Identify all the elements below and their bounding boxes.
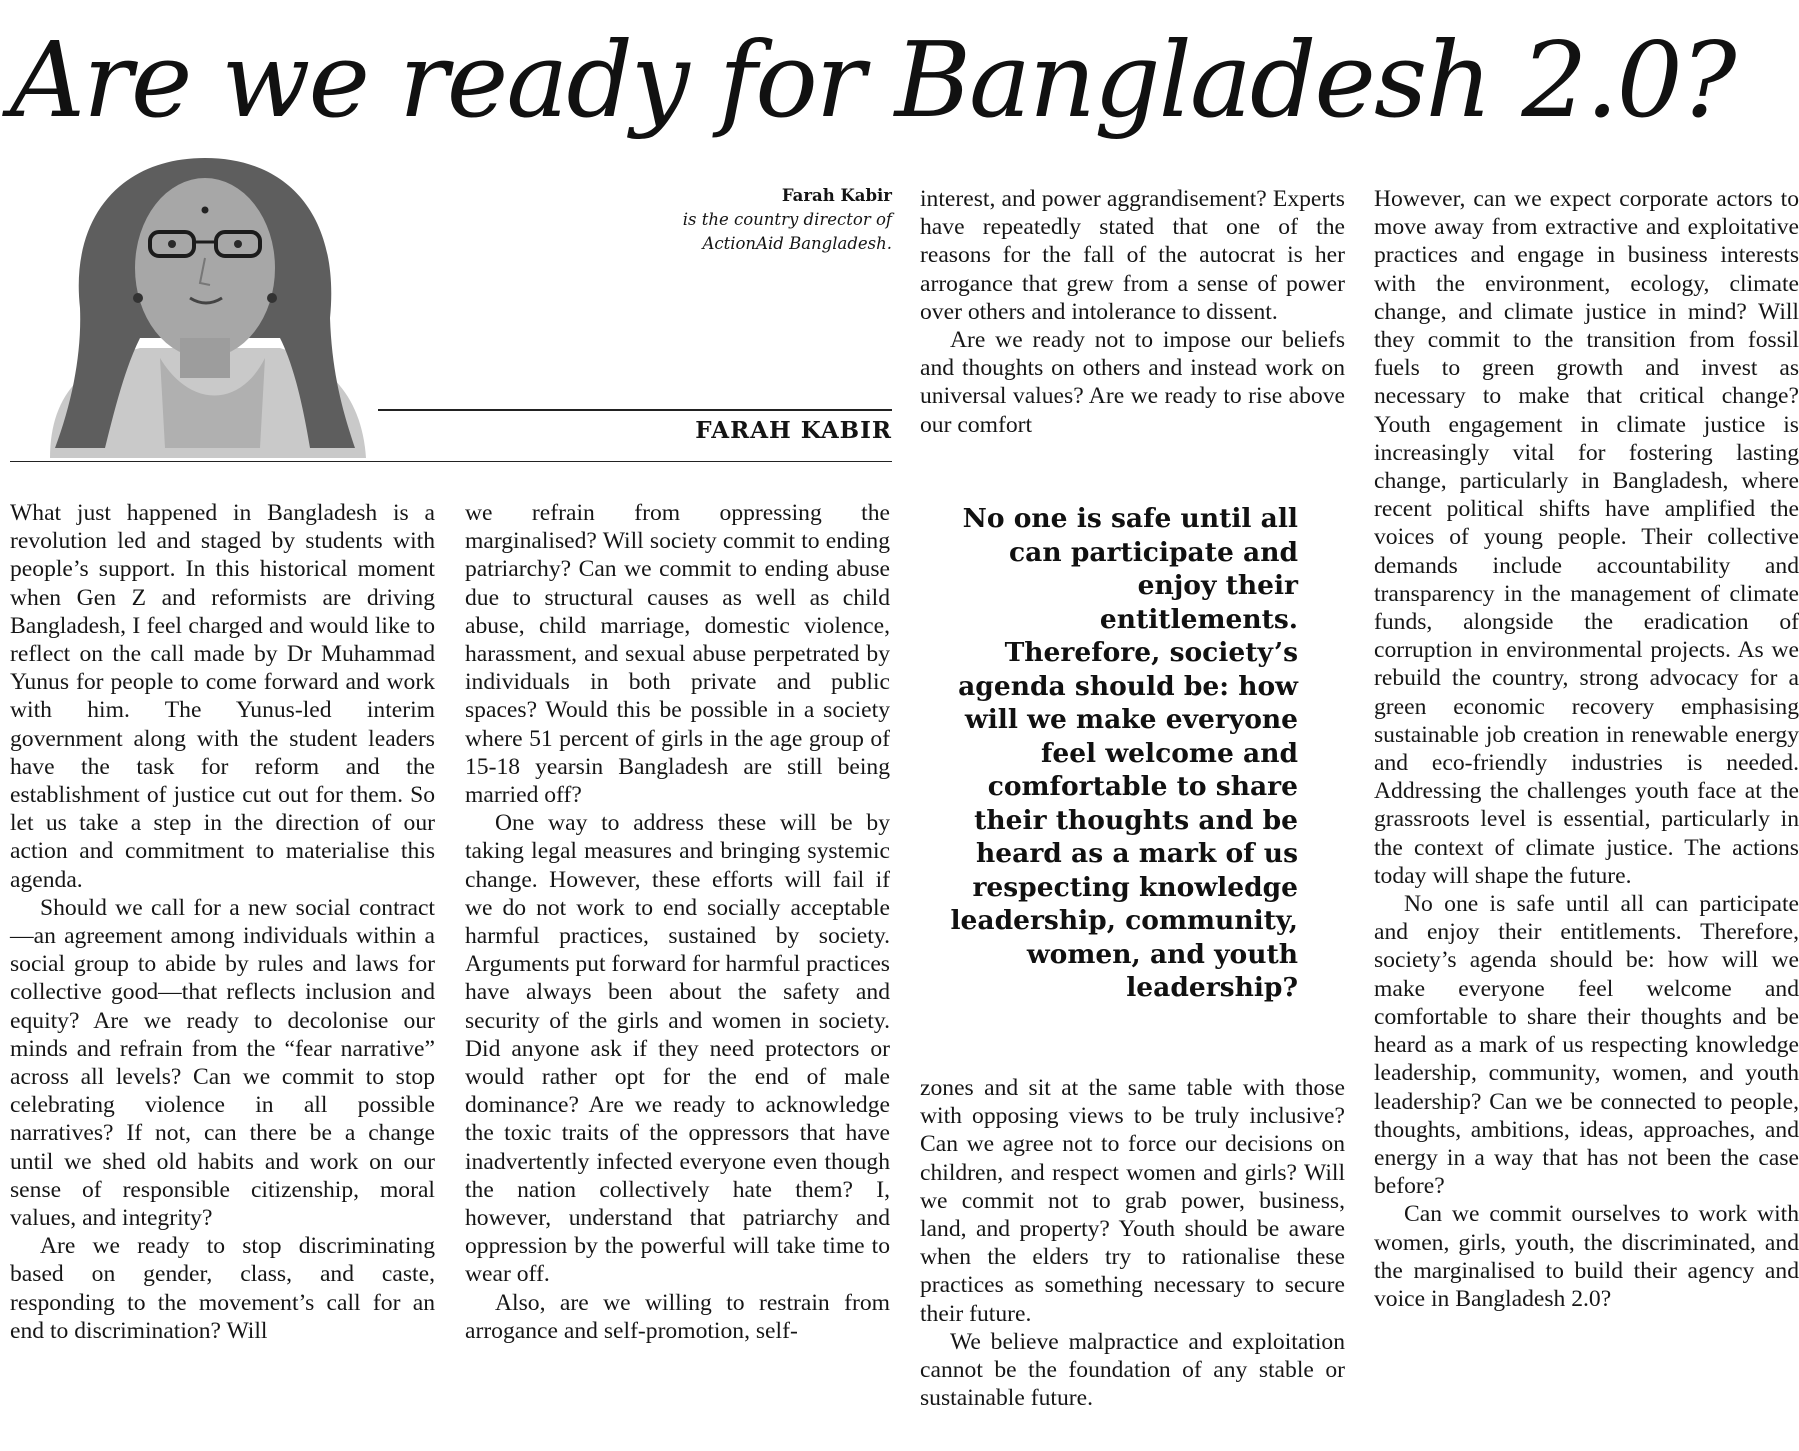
paragraph: We believe malpractice and exploitation cannot be the foundation of any stable or sustainable future. xyxy=(920,1328,1345,1412)
author-portrait-icon xyxy=(10,148,408,458)
article-column-4 xyxy=(1374,185,1799,1313)
author-info xyxy=(620,184,892,256)
article-column-2 xyxy=(465,499,890,1345)
article-column-3-bottom xyxy=(920,1074,1345,1412)
paragraph: No one is safe until all can participate and enjoy their entitlements. Therefore, society’s agenda should be: how will we make everyone feel welcome and comfortable to share their thoughts and be heard as a mark of us respecting knowledge leadership, community, women, and youth leadership? Can we be connected to people, thoughts, ambitions, ideas, approaches, and energy in a way that has not been the case before? xyxy=(1374,891,1799,1200)
author-name: Farah Kabir xyxy=(781,186,892,205)
article-column-1 xyxy=(10,499,435,1345)
byline-rule-bottom xyxy=(10,461,892,462)
author-name-caps: FARAH KABIR xyxy=(695,417,892,444)
paragraph: However, can we expect corporate actors to move away from extractive and exploitative practices and engage in business interests with the environment, ecology, climate change, and climate justice in mind? Will they commit to the transition from fossil fuels to green growth and invest as necessary to make that critical change? Youth engagement in climate justice is increasingly vital for fostering lasting change, particularly in Bangladesh, where recent political shifts have amplified the voices of young people. Their collective demands include accountability and transparency in the management of climate funds, alongside the eradication of corruption in environmental projects. As we rebuild the country, strong advocacy for a green economic recovery emphasising sustainable job creation in renewable energy and eco-friendly industries is needed. Addressing the challenges youth face at the grassroots level is essential, particularly in the context of climate justice. The actions today will shape the future. xyxy=(1374,186,1799,889)
author-description-line-2: ActionAid Bangladesh. xyxy=(702,234,892,253)
author-description-line-1: is the country director of xyxy=(682,210,892,229)
paragraph: One way to address these will be by taking legal measures and bringing systemic change. However, these efforts will fail if we do not work to end socially acceptable harmful practices, sustained by society. Arguments put forward for harmful practices have always been about the safety and security of the girls and women in society. Did anyone ask if they need protectors or would rather opt for the end of male dominance? Are we ready to acknowledge the toxic traits of the oppressors that have inadvertently infected everyone even though the nation collectively hate them? I, however, understand that patriarchy and oppression by the powerful will take time to wear off. xyxy=(465,810,890,1288)
paragraph: Are we ready not to impose our beliefs and thoughts on others and instead work on universal values? Are we ready to rise above our comfort xyxy=(920,327,1345,438)
paragraph: interest, and power aggrandisement? Experts have repeatedly stated that one of the reasons for the fall of the autocrat is her arrogance that grew from a sense of power over others and intolerance to dissent. xyxy=(920,186,1345,325)
headline: Are we ready for Bangladesh 2.0? xyxy=(10,19,1735,141)
pull-quote: No one is safe until all can participate and enjoy their entitlements. Therefore, society’s agenda should be: how will we make everyone feel welcome and comfortable to share their thoughts and be heard as a mark of us respecting knowledge leadership, community, women, and youth leadership? xyxy=(950,503,1298,1003)
paragraph: Can we commit ourselves to work with women, girls, youth, the discriminated, and the marginalised to build their agency and voice in Bangladesh 2.0? xyxy=(1374,1201,1799,1312)
paragraph: What just happened in Bangladesh is a revolution led and staged by students with people’s support. In this historical moment when Gen Z and reformists are driving Bangladesh, I feel charged and would like to reflect on the call made by Dr Muhammad Yunus for people to come forward and work with him. The Yunus-led interim government along with the student leaders have the task for reform and the establishment of justice cut out for them. So let us take a step in the direction of our action and commitment to materialise this agenda. xyxy=(10,500,435,893)
paragraph: Should we call for a new social contract—an agreement among individuals within a social group to abide by rules and laws for collective good—that reflects inclusion and equity? Are we ready to decolonise our minds and refrain from the “fear narrative” across all levels? Can we commit to stop celebrating violence in all possible narratives? If not, can there be a change until we shed old habits and work on our sense of responsible citizenship, moral values, and integrity? xyxy=(10,894,435,1232)
author-portrait xyxy=(10,148,408,458)
paragraph: zones and sit at the same table with those with opposing views to be truly inclusive? Can we agree not to force our decisions on children, and respect women and girls? Will we commit not to grab power, business, land, and property? Youth should be aware when the elders try to rationalise these practices as something necessary to secure their future. xyxy=(920,1075,1345,1327)
byline-rule-top xyxy=(378,409,892,411)
paragraph: Are we ready to stop discriminating based on gender, class, and caste, responding to the movement’s call for an end to discrimination? Will xyxy=(10,1233,435,1344)
paragraph: we refrain from oppressing the marginalised? Will society commit to ending patriarchy? Can we commit to ending abuse due to structural causes as well as child abuse, child marriage, domestic violence, harassment, and sexual abuse perpetrated by individuals in both private and public spaces? Would this be possible in a society where 51 percent of girls in the age group of 15-18 yearsin Bangladesh are still being married off? xyxy=(465,500,890,809)
paragraph: Also, are we willing to restrain from arrogance and self-promotion, self- xyxy=(465,1289,890,1344)
article-column-3-top xyxy=(920,185,1345,439)
